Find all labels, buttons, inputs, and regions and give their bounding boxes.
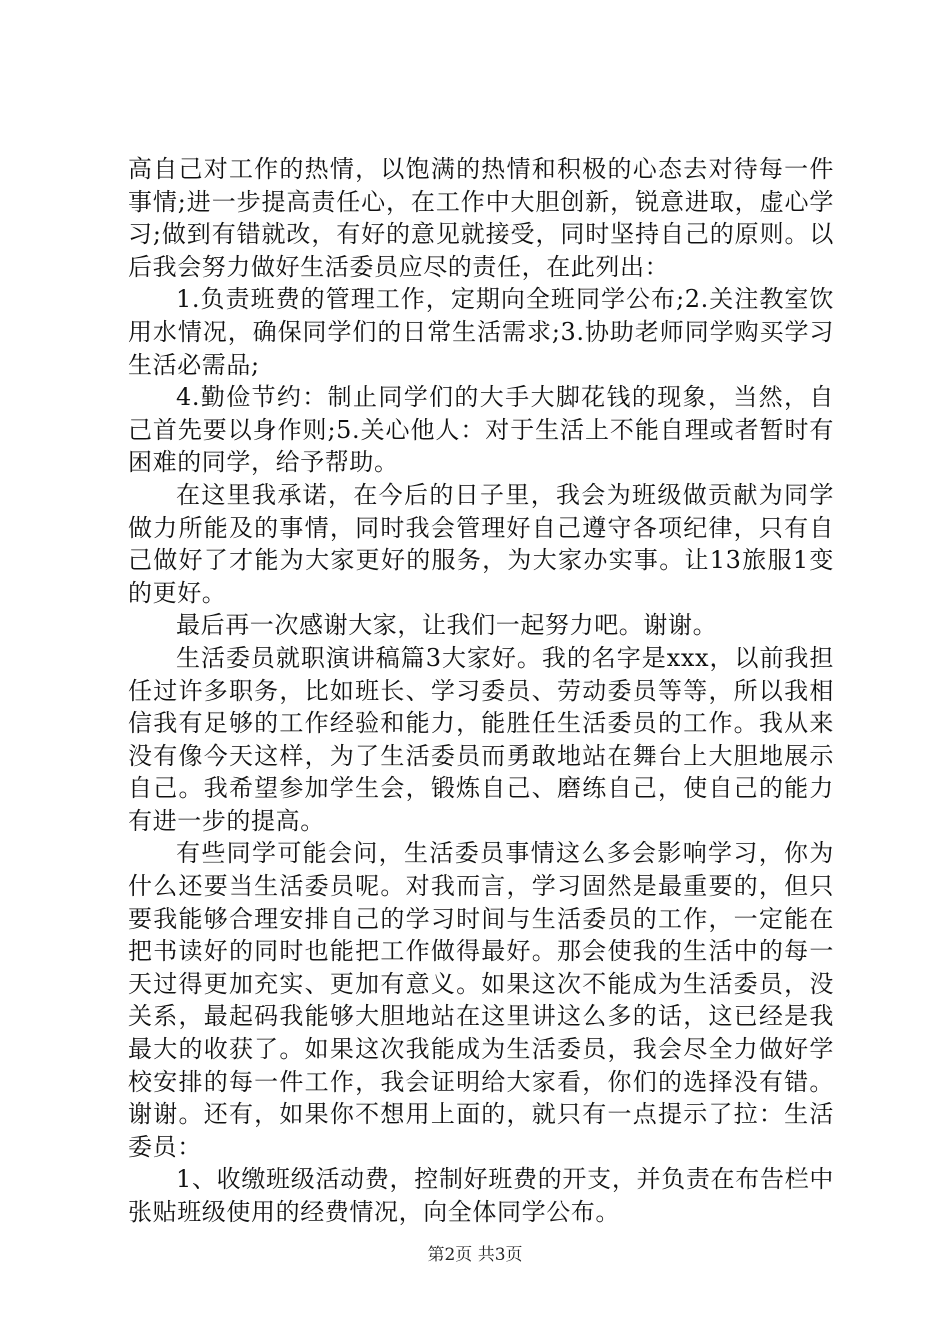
paragraph-6: 生活委员就职演讲稿篇3大家好。我的名字是xxx，以前我担任过许多职务，比如班长、学习委员、劳动委员等等，所以我相信我有足够的工作经验和能力，能胜任生活委员的工作。我从来没有像今天这样，为了生活委员而勇敢地站在舞台上大胆地展示自己。我希望参加学生会，锻炼自己、磨练自己，使自己的能力有进一步的提高。 [128, 643, 834, 835]
page-footer: 第2页 共3页 [427, 1245, 523, 1265]
paragraph-7: 有些同学可能会问，生活委员事情这么多会影响学习，你为什么还要当生活委员呢。对我而言，学习固然是最重要的，但只要我能够合理安排自己的学习时间与生活委员的工作，一定能在把书读好的同时也能把工作做得最好。那会使我的生活中的每一天过得更加充实、更加有意义。如果这次不能成为生活委员，没关系，最起码我能够大胆地站在这里讲这么多的话，这已经是我最大的收获了。如果这次我能成为生活委员，我会尽全力做好学校安排的每一件工作，我会证明给大家看，你们的选择没有错。谢谢。还有，如果你不想用上面的，就只有一点提示了拉：生活委员： [128, 839, 834, 1161]
paragraph-8: 1、收缴班级活动费，控制好班费的开支，并负责在布告栏中张贴班级使用的经费情况，向全体同学公布。 [128, 1165, 834, 1226]
paragraph-1: 高自己对工作的热情，以饱满的热情和积极的心态去对待每一件事情;进一步提高责任心，在工作中大胆创新，锐意进取，虚心学习;做到有错就改，有好的意见就接受，同时坚持自己的原则。以后我会努力做好生活委员应尽的责任，在此列出： [128, 155, 834, 281]
paragraph-3: 4.勤俭节约：制止同学们的大手大脚花钱的现象，当然，自己首先要以身作则;5.关心他人：对于生活上不能自理或者暂时有困难的同学，给予帮助。 [128, 383, 834, 477]
document-body [128, 153, 834, 1229]
paragraph-2: 1.负责班费的管理工作，定期向全班同学公布;2.关注教室饮用水情况，确保同学们的日常生活需求;3.协助老师同学购买学习生活必需品; [128, 285, 834, 379]
paragraph-4: 在这里我承诺，在今后的日子里，我会为班级做贡献为同学做力所能及的事情，同时我会管理好自己遵守各项纪律，只有自己做好了才能为大家更好的服务，为大家办实事。让13旅服1变的更好。 [128, 480, 834, 607]
paragraph-5: 最后再一次感谢大家，让我们一起努力吧。谢谢。 [176, 611, 718, 640]
